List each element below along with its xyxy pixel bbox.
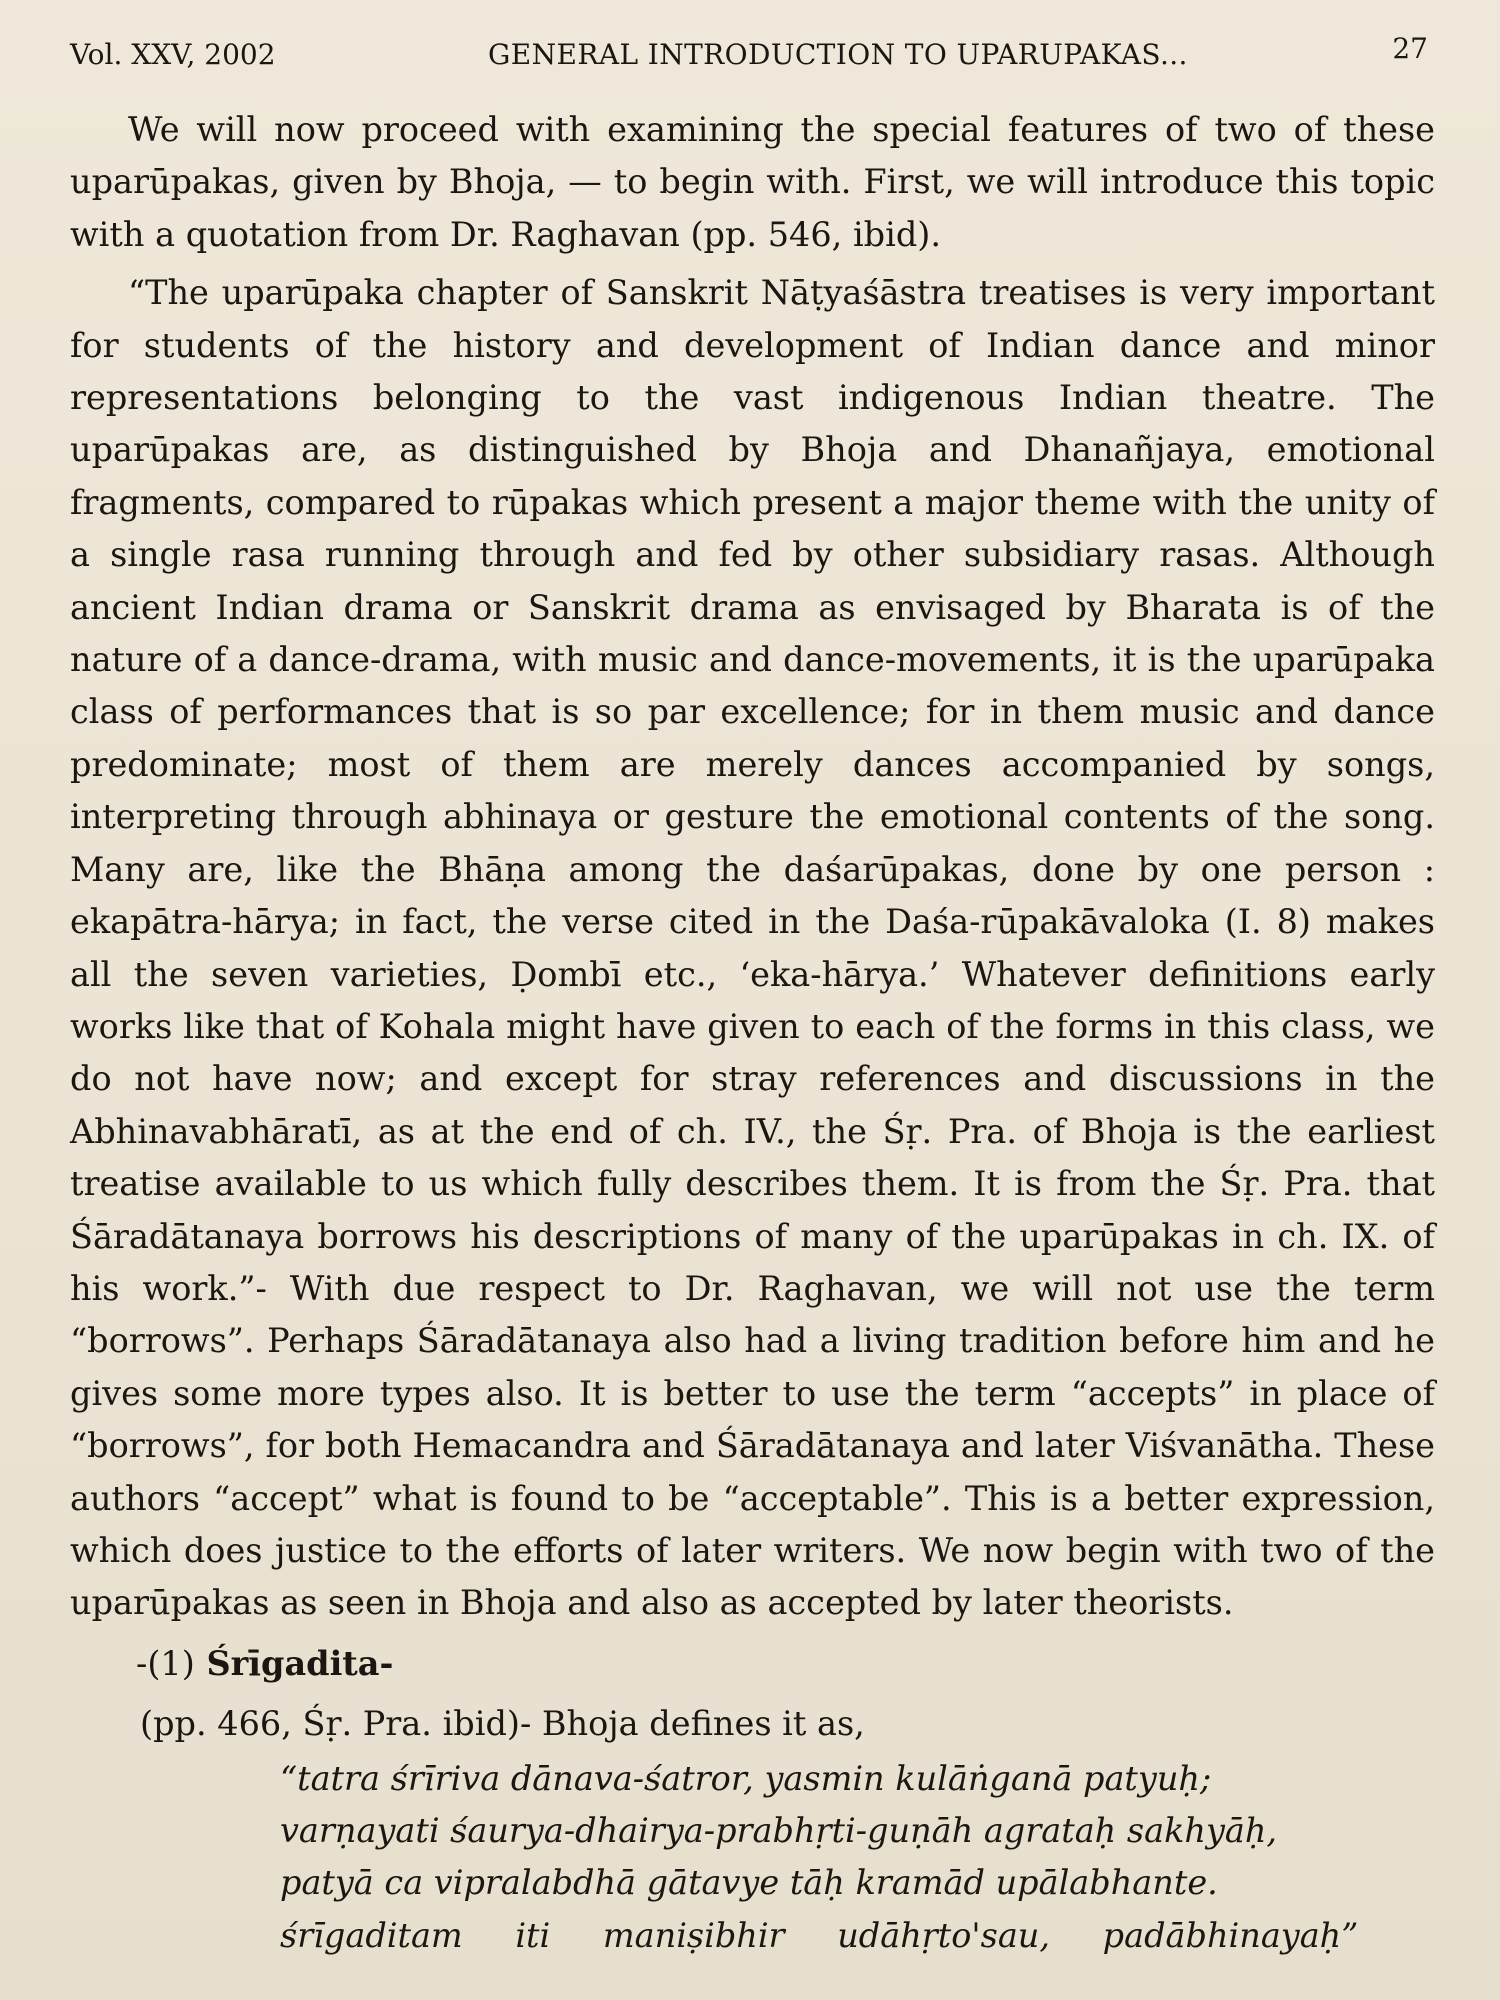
volume-label: Vol. XXV, 2002: [70, 38, 276, 71]
section-heading: [70, 1638, 1435, 1690]
verse-block: [280, 1753, 1435, 1963]
intro-paragraph: We will now proceed with examining the special features of two of these uparūpakas, given by Bhoja, — to begin with. First, we will introduce this topic with a quotation from Dr. Raghavan (pp. 546, ibid).: [70, 110, 1435, 254]
quotation-paragraph: “The uparūpaka chapter of Sanskrit Nāṭyaśāstra treatises is very important for students of the history and development of Indian dance and minor representations belonging to the vast indigenous Indian theatre. The uparūpakas are, as distinguished by Bhoja and Dhanañjaya, emotional fragments, compared to rūpakas which present a major theme with the unity of a single rasa running through and fed by other subsidiary rasas. Although ancient Indian drama or Sanskrit drama as envisaged by Bharata is of the nature of a dance-drama, with music and dance-movements, it is the uparūpaka class of performances that is so par excellence; for in them music and dance predominate; most of them are merely dances accompanied by songs, interpreting through abhinaya or gesture the emotional contents of the song. Many are, like the Bhāṇa among the daśarūpakas, done by one person : ekapātra-hārya; in fact, the verse cited in the Daśa-rūpakāvaloka (I. 8) makes all the seven varieties, Ḍombī etc., ‘eka-hārya.’ Whatever definitions early works like that of Kohala might have given to each of the forms in this class, we do not have now; and except for stray references and discussions in the Abhinavabhāratī, as at the end of ch. IV., the Śṛ. Pra. of Bhoja is the earliest treatise available to us which fully describes them. It is from the Śṛ. Pra. that Śāradātanaya borrows his descriptions of many of the uparūpakas in ch. IX. of his work.”- With due respect to Dr. Raghavan, we will not use the term “borrows”. Perhaps Śāradātanaya also had a living tradition before him and he gives some more types also. It is better to use the term “accepts” in place of “borrows”, for both Hemacandra and Śāradātanaya and later Viśvanātha. These authors “accept” what is found to be “acceptable”. This is a better expression, which does justice to the efforts of later writers. We now begin with two of the uparūpakas as seen in Bhoja and also as accepted by later theorists.: [70, 273, 1435, 1623]
body-text: [70, 104, 1435, 1962]
source-line: (pp. 466, Śṛ. Pra. ibid)- Bhoja defines it as,: [140, 1704, 865, 1744]
verse-line: śrīgaditam iti maniṣibhir udāhṛto'sau, padābhinayaḥ”: [280, 1915, 1359, 1955]
verse-line: varṇayati śaurya-dhairya-prabhṛti-guṇāh agrataḥ sakhyāḥ,: [280, 1811, 1278, 1850]
running-title: GENERAL INTRODUCTION TO UPARUPAKAS...: [488, 38, 1188, 71]
section-number: -(1): [136, 1643, 195, 1683]
verse-line: “tatra śrīriva dānava-śatror, yasmin kulāṅganā patyuḥ;: [280, 1758, 1212, 1798]
running-header: [70, 28, 1428, 71]
verse-line: patyā ca vipralabdhā gātavye tāḥ kramād upālabhante.: [280, 1863, 1218, 1903]
section-title: Śrīgadita-: [206, 1643, 394, 1683]
page-number: 27: [1392, 32, 1428, 65]
